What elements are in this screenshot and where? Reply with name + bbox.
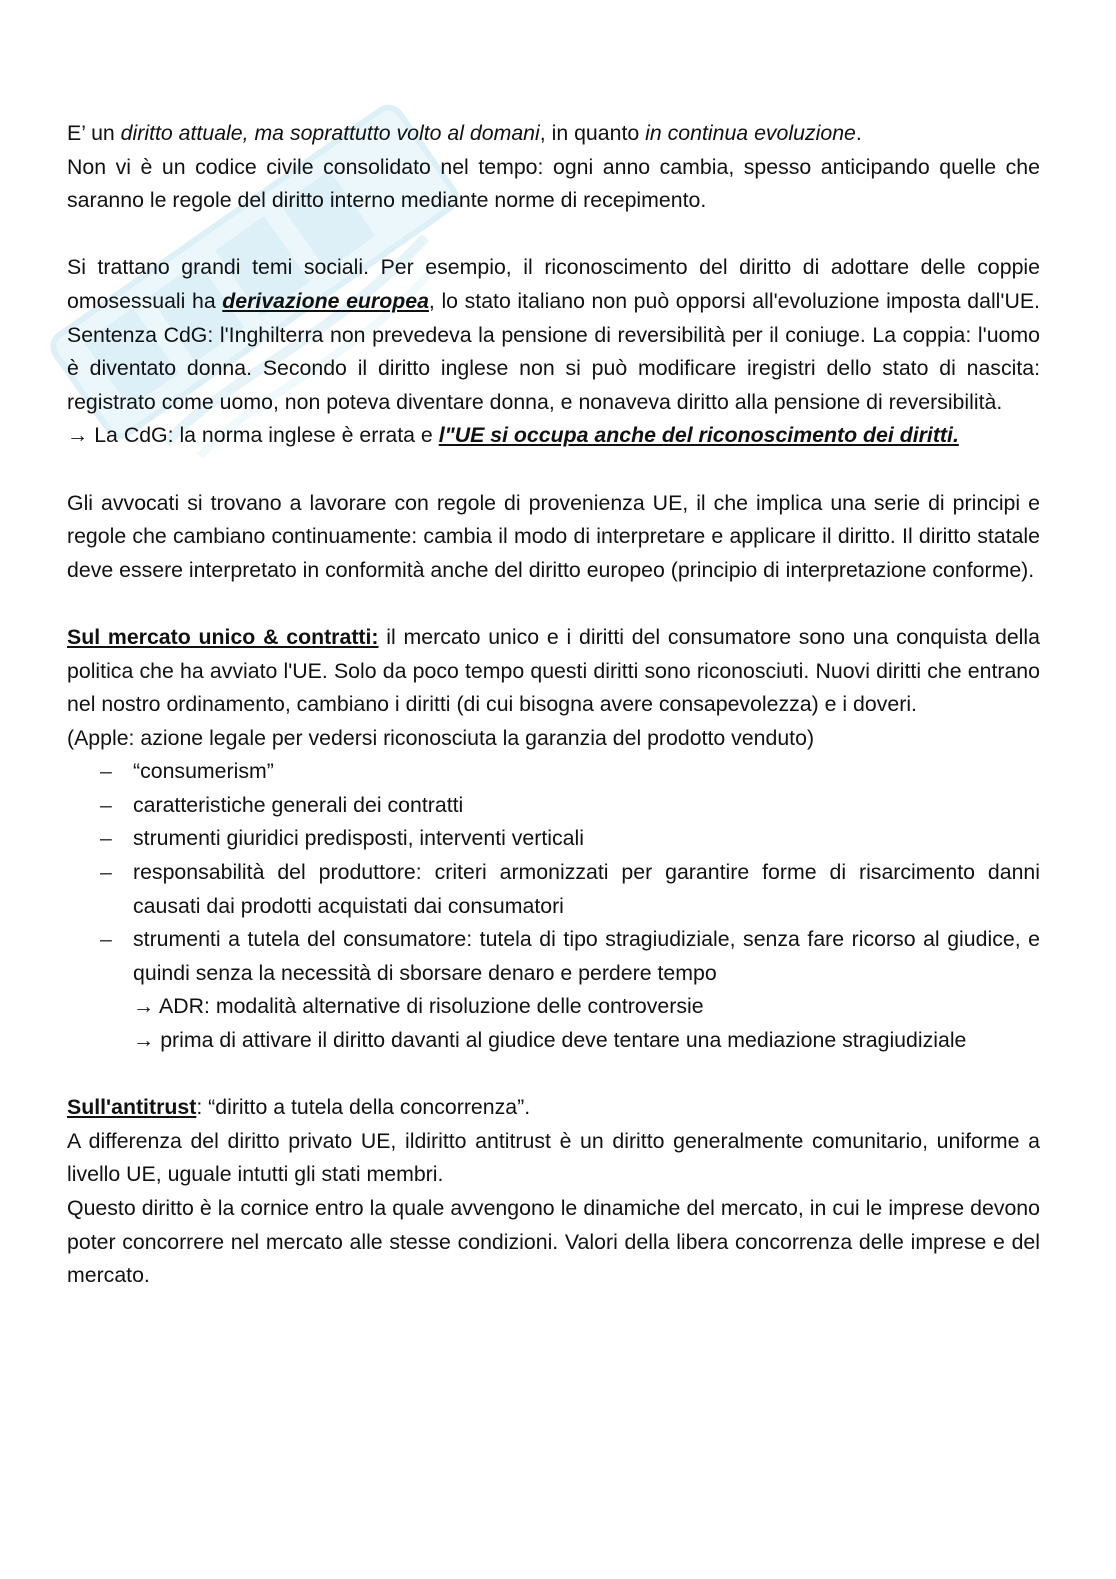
paragraph-social-themes [67,251,1040,453]
paragraph-antitrust-2: A differenza del diritto privato UE, ildiritto antitrust è un diritto generalmente comunitario, uniforme a livello UE, uguale intutti gli stati membri. [67,1128,1040,1187]
paragraph-antitrust [67,1091,1040,1125]
paragraph-single-market [67,621,1040,722]
section-heading: Sul mercato unico & contratti: [67,624,379,649]
text: → La CdG: la norma inglese è errata e [67,423,439,448]
emphasis-text: derivazione europea [222,288,429,313]
list-item: – responsabilità del produttore: criteri armonizzati per garantire forme di risarcimento danni causati dai prodotti acquistati dai consumatori [133,856,1040,923]
text: . [855,121,862,145]
sub-item: → ADR: modalità alternative di risoluzione delle controversie [133,994,704,1019]
emphasis-text: in continua evoluzione [645,121,856,145]
list-item: – “consumerism” [133,755,1040,789]
paragraph-intro [67,117,1040,218]
emphasis-text: diritto attuale, ma soprattutto volto al domani [120,121,540,145]
text: Non vi è un codice civile consolidato nel tempo: ogni anno cambia, spesso anticipando quelle che saranno le regole del diritto interno mediante norme di recepimento. [67,154,1040,213]
sub-item: → prima di attivare il diritto davanti al giudice deve tentare una mediazione stragiudiziale [133,1028,967,1053]
text: : “diritto a tutela della concorrenza”. [196,1095,531,1120]
text: il mercato unico e i diritti del consumatore sono una conquista della politica che ha avviato l'UE. Solo da poco tempo questi diritti sono riconosciuti. Nuovi diritti che entrano nel nostro ordinamento, cambiano i diritti (di cui bisogna avere consapevolezza) e i doveri. [67,624,1040,717]
text: , lo stato italiano non può opporsi all'evoluzione imposta dall'UE. Sentenza CdG: l'Inghilterra non prevedeva la pensione di reversibilità per il coniuge. La coppia: l'uomo è diventato donna. Secondo il diritto inglese non si può modificare iregistri dello stato di nascita: registrato come uomo, non poteva diventare donna, e nonaveva diritto alla pensione di reversibilità. [67,288,1040,414]
text: Si trattano grandi temi sociali. Per esempio, il riconoscimento del diritto di adottare delle coppie omosessuali ha [67,255,1040,313]
list-item [133,923,1040,1057]
list-item: – caratteristiche generali dei contratti [133,789,1040,823]
paragraph-antitrust-3: Questo diritto è la cornice entro la quale avvengono le dinamiche del mercato, in cui le imprese devono poter concorrere nel mercato alle stesse condizioni. Valori della libera concorrenza delle imprese e del mercato. [67,1196,1040,1288]
emphasis-text: l"UE si occupa anche del riconoscimento dei diritti. [438,423,959,448]
note-apple: (Apple: azione legale per vedersi riconosciuta la garanzia del prodotto venduto) [67,725,815,750]
text: strumenti a tutela del consumatore: tutela di tipo stragiudiziale, senza fare ricorso al giudice, e quindi senza la necessità di sborsare denaro e perdere tempo [133,927,1040,985]
paragraph-lawyers: Gli avvocati si trovano a lavorare con regole di provenienza UE, il che implica una serie di principi e regole che cambiano continuamente: cambia il modo di interpretare e applicare il diritto. Il diritto statale deve essere interpretato in conformità anche del diritto europeo (principio di interpretazione conforme). [67,490,1040,582]
list-item: – strumenti giuridici predisposti, interventi verticali [133,822,1040,856]
text: E’ un [67,121,121,145]
text: , in quanto [539,121,646,145]
section-heading: Sull'antitrust [67,1095,197,1120]
consumer-list [67,755,1040,1057]
document-body [67,117,1040,1293]
